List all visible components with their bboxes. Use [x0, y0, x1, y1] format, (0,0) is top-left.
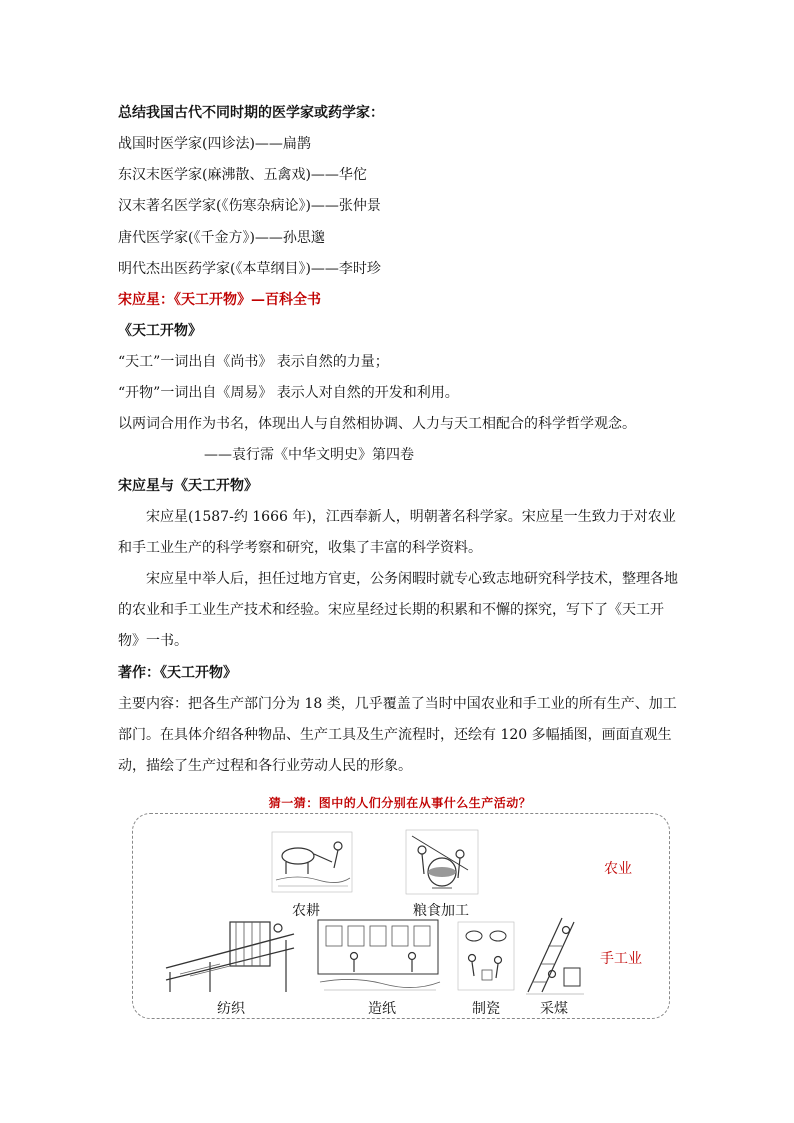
doctor-item: 明代杰出医药学家(《本草纲目》)——李时珍 — [118, 261, 381, 277]
bio-heading: 宋应星与《天工开物》 — [118, 478, 258, 494]
doctor-item: 唐代医学家(《千金方》)——孙思邈 — [118, 230, 325, 246]
paper-illustration — [314, 916, 446, 996]
caption-weaving: 纺织 — [217, 1001, 245, 1017]
caption-paper: 造纸 — [368, 1001, 396, 1017]
coal-illustration — [522, 912, 588, 996]
work-content: 主要内容：把各生产部门分为 18 类，几乎覆盖了当时中国农业和手工业的所有生产、加工部门。在具体介绍各种物品、生产工具及生产流程时，还绘有 120 多幅插图，画面直观生动，描绘了生产过程和各行业劳动人民的形象。 — [118, 696, 677, 774]
bio-paragraph: 宋应星中举人后，担任过地方官吏，公务闲暇时就专心致志地研究科学技术，整理各地的农业和手工业生产技术和经验。宋应星经过长期的积累和不懈的探究，写下了《天工开物》一书。 — [118, 571, 678, 649]
work-heading: 著作：《天工开物》 — [118, 665, 237, 681]
porcelain-illustration — [454, 918, 518, 996]
summary-heading: 总结我国古代不同时期的医学家或药学家： — [118, 105, 384, 121]
caption-plowing: 农耕 — [292, 903, 320, 919]
bio-paragraph: 宋应星(1587-约 1666 年)，江西奉新人，明朝著名科学家。宋应星一生致力于对农业和手工业生产的科学考察和研究，收集了丰富的科学资料。 — [118, 509, 676, 556]
caption-coal: 采煤 — [540, 1001, 568, 1017]
doctor-item: 汉末著名医学家(《伤寒杂病论》)——张仲景 — [118, 198, 381, 214]
category-handicraft: 手工业 — [600, 951, 642, 967]
caption-grain: 粮食加工 — [413, 903, 469, 919]
grain-illustration — [402, 826, 482, 900]
caption-porcelain: 制瓷 — [472, 1001, 500, 1017]
tiangong-title: 《天工开物》 — [118, 323, 202, 339]
doctor-item: 战国时医学家(四诊法)——扁鹊 — [118, 136, 311, 152]
weaving-illustration — [160, 914, 300, 996]
category-agriculture: 农业 — [604, 861, 632, 877]
tiangong-line: 以两词合用作为书名，体现出人与自然相协调、人力与天工相配合的科学哲学观念。 — [118, 416, 636, 432]
tiangong-line: “天工”一词出自《尚书》 表示自然的力量； — [118, 354, 389, 370]
tiangong-line: “开物”一词出自《周易》 表示人对自然的开发和利用。 — [118, 385, 459, 401]
plowing-illustration — [268, 828, 356, 898]
quote-source: ——袁行霈《中华文明史》第四卷 — [204, 447, 414, 463]
figure-title: 猜一猜：图中的人们分别在从事什么生产活动？ — [268, 796, 532, 810]
song-heading: 宋应星：《天工开物》—百科全书 — [118, 292, 321, 308]
doctor-item: 东汉末医学家(麻沸散、五禽戏)——华佗 — [118, 167, 367, 183]
